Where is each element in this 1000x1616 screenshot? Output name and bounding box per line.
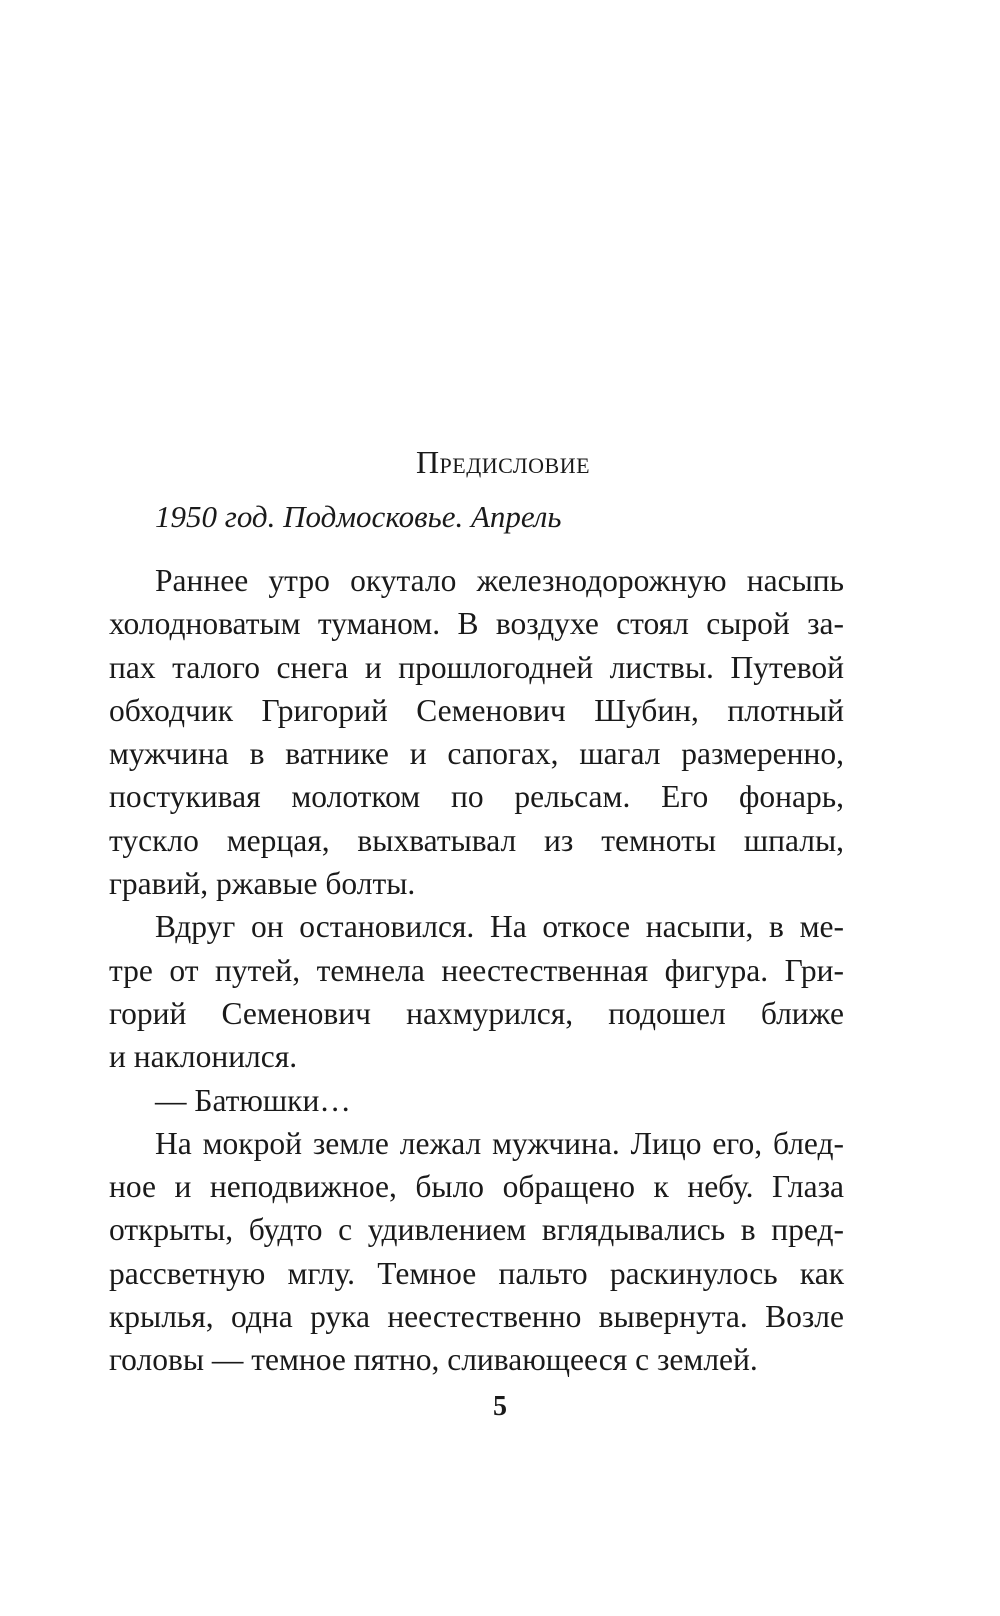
text-line: горий Семенович нахмурился, подошел ближе bbox=[109, 995, 844, 1031]
text-line: и наклонился. bbox=[109, 1039, 298, 1075]
text-line: пах талого снега и прошлогодней листвы. Путевой bbox=[109, 649, 844, 685]
chapter-heading: Предисловие bbox=[415, 444, 591, 480]
text-line: холодноватым туманом. В воздухе стоял сырой за- bbox=[109, 606, 844, 642]
text-line: тре от путей, темнела неестественная фигура. Гри- bbox=[109, 952, 844, 988]
dialogue-line: — Батюшки… bbox=[155, 1082, 351, 1118]
text-line: Вдруг он остановился. На откосе насыпи, в ме- bbox=[155, 909, 844, 945]
text-line: крылья, одна рука неестественно вывернута. Возле bbox=[109, 1299, 844, 1335]
page-number: 5 bbox=[493, 1391, 507, 1422]
text-line: тускло мерцая, выхватывал из темноты шпалы, bbox=[109, 822, 844, 858]
text-line: Раннее утро окутало железнодорожную насыпь bbox=[155, 563, 844, 598]
text-line: мужчина в ватнике и сапогах, шагал размеренно, bbox=[109, 736, 844, 772]
text-line: ное и неподвижное, было обращено к небу. Глаза bbox=[109, 1169, 844, 1205]
chapter-subheading: 1950 год. Подмосковье. Апрель bbox=[155, 499, 562, 534]
text-line: открыты, будто с удивлением вглядывались в пред- bbox=[109, 1212, 844, 1248]
text-line: На мокрой земле лежал мужчина. Лицо его, блед- bbox=[155, 1125, 844, 1161]
text-line: обходчик Григорий Семенович Шубин, плотный bbox=[109, 692, 844, 728]
text-line: постукивая молотком по рельсам. Его фонарь, bbox=[109, 779, 844, 815]
body-text bbox=[109, 559, 844, 1382]
text-line: гравий, ржавые болты. bbox=[109, 866, 416, 902]
text-line: рассветную мглу. Темное пальто раскинулось как bbox=[109, 1255, 844, 1291]
text-line: головы — темное пятно, сливающееся с землей. bbox=[109, 1342, 758, 1378]
